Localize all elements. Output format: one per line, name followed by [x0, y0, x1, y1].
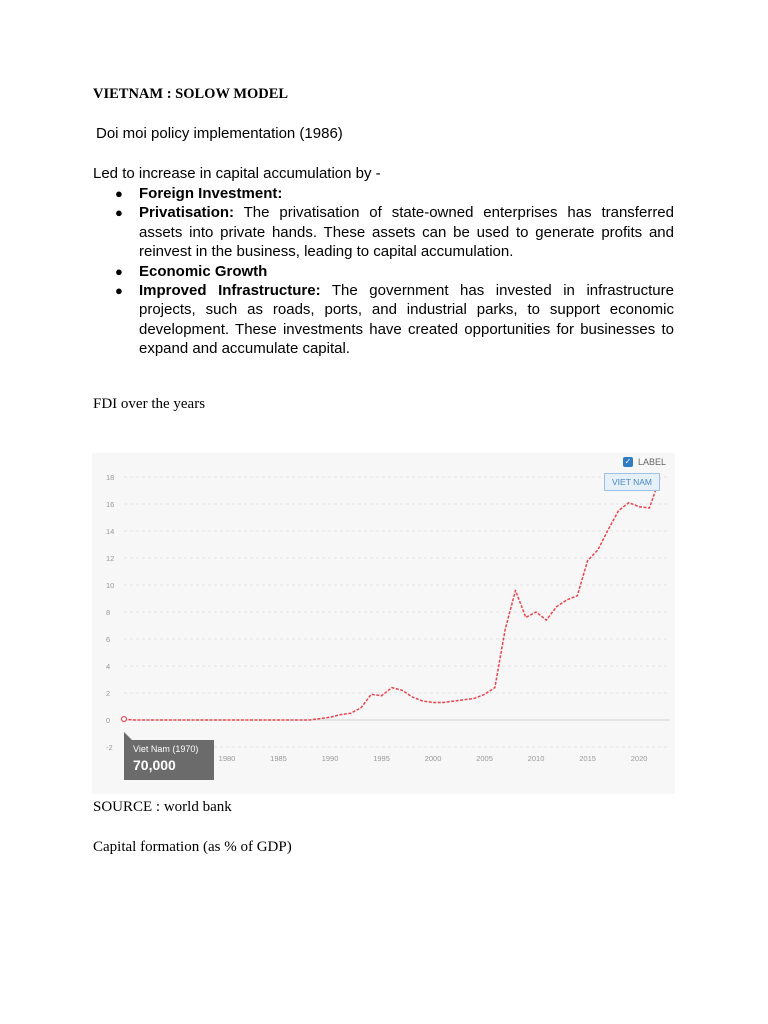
y-tick-label: 10: [106, 581, 115, 590]
y-tick-label: 6: [106, 635, 111, 644]
y-tick-label: 12: [106, 554, 115, 563]
x-tick-label: 2005: [476, 754, 493, 763]
y-tick-label: -2: [106, 743, 113, 752]
legend-label: LABEL: [638, 457, 667, 467]
x-tick-label: 2015: [579, 754, 596, 763]
y-tick-label: 16: [106, 500, 115, 509]
x-tick-label: 1990: [321, 754, 339, 763]
list-item: [93, 281, 674, 359]
y-tick-label: 14: [106, 527, 115, 536]
y-tick-label: 4: [106, 662, 111, 671]
x-tick-label: 1980: [218, 754, 236, 763]
source-note: SOURCE : world bank: [93, 799, 232, 815]
bullet-dot: ●: [115, 263, 123, 279]
x-tick-label: 1985: [270, 754, 287, 763]
lead-text: Led to increase in capital accumulation by -: [93, 165, 381, 182]
x-tick-label: 1995: [373, 754, 390, 763]
bullet-list: [93, 184, 674, 359]
capital-heading: Capital formation (as % of GDP): [93, 839, 292, 855]
data-tooltip: [124, 740, 214, 780]
bullet-heading: Economic Growth: [139, 262, 268, 280]
bullet-text: The government has invested in infrastructure projects, such as roads, ports, and industrial parks, to support economic development. These investments have created opportunities for businesses to expand and accumulate capital.: [139, 282, 674, 358]
x-tick-label: 2020: [630, 754, 648, 763]
y-tick-label: 18: [106, 473, 115, 482]
series-name-tag: VIET NAM: [604, 473, 660, 491]
y-tick-label: 2: [106, 689, 111, 698]
page-title: VIETNAM : SOLOW MODEL: [93, 86, 289, 102]
bullet-dot: ●: [115, 186, 123, 201]
y-tick-label: 8: [106, 608, 111, 617]
data-point: [122, 717, 127, 722]
list-item: [93, 203, 674, 261]
fdi-chart: [92, 453, 675, 794]
bullet-heading: Foreign Investment:: [139, 185, 283, 202]
tooltip-value: 70,000: [133, 757, 176, 773]
x-tick-label: 2000: [424, 754, 442, 763]
subtitle: Doi moi policy implementation (1986): [96, 125, 343, 142]
bullet-text: The privatisation of state-owned enterprises has transferred assets into private hands. These assets can be used to generate profits and reinvest in the business, leading to capital accumulation.: [139, 204, 674, 261]
tooltip-label: Viet Nam (1970): [133, 744, 199, 754]
bullet-heading: Privatisation:: [139, 204, 235, 222]
bullet-dot: ●: [115, 205, 123, 221]
checkbox-icon[interactable]: ✓: [624, 457, 632, 466]
list-item: [93, 262, 674, 281]
x-tick-label: 2010: [527, 754, 545, 763]
series-line: [124, 478, 660, 720]
chart-legend[interactable]: [623, 457, 666, 467]
list-item: [93, 184, 674, 203]
fdi-heading: FDI over the years: [93, 396, 206, 412]
bullet-heading: Improved Infrastructure:: [139, 282, 321, 300]
bullet-dot: ●: [115, 283, 123, 299]
y-tick-label: 0: [106, 716, 111, 725]
